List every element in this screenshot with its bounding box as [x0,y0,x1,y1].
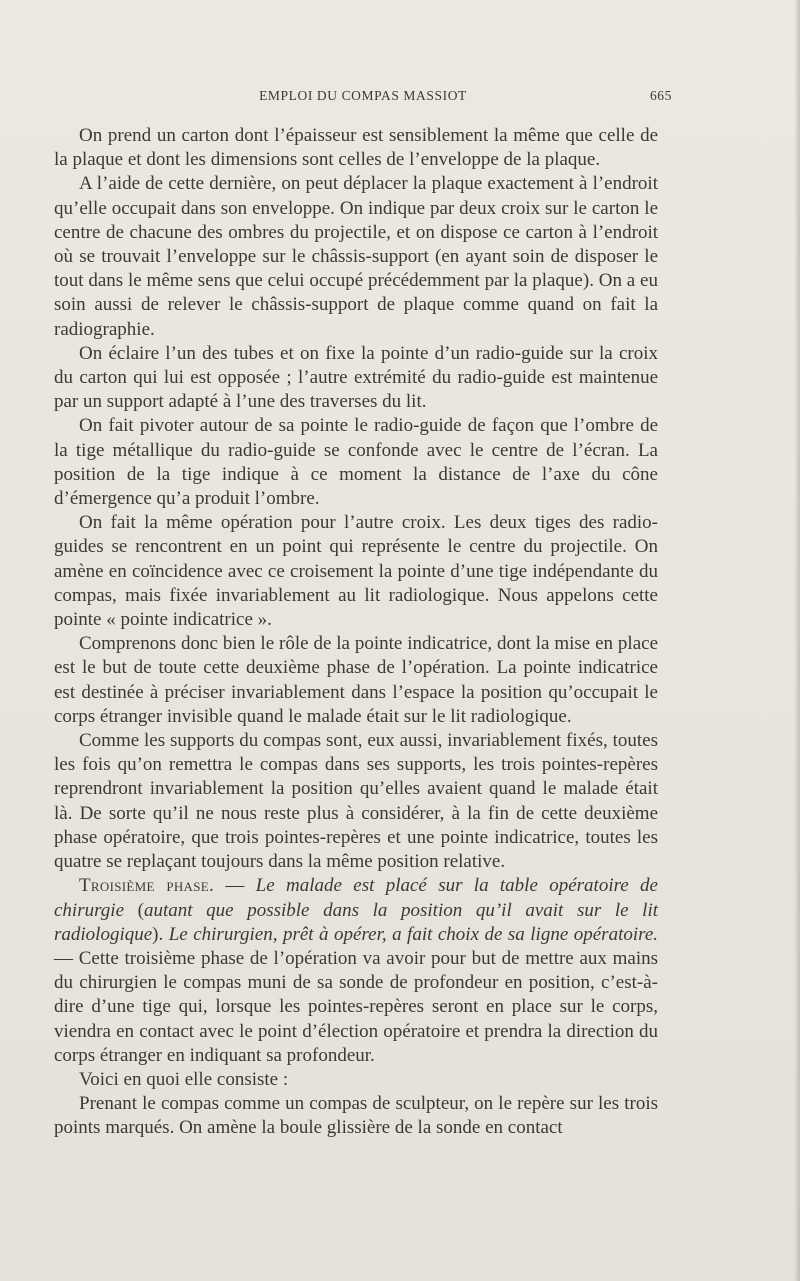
paren-close: ). [152,923,169,945]
paragraph-2: A l’aide de cette dernière, on peut déplacer la plaque exactement à l’endroit qu’elle occupait dans son enveloppe. On indique par deux croix sur le carton le centre de chacune des ombres du projectile, et on dispose ce carton à l’endroit où se trouvait l’enveloppe sur le châssis-support (en ayant soin de disposer le tout dans le même sens que celui occupé précédemment par la plaque). On a eu soin aussi de relever le châssis-support de plaque comme quand on fait la radiographie. [54,173,658,340]
dash: — [214,875,256,897]
page-edge-shadow [794,0,800,1281]
paragraph-3: On éclaire l’un des tubes et on fixe la pointe d’un radio-guide sur la croix du carton qui lui est opposée ; l’autre extrémité du radio-guide est maintenue par un support adapté à l’une des traverses du lit. [54,342,658,413]
italic-statement-3: Le chirurgien, prêt à opérer, a fait choix de sa ligne opératoire. [168,923,659,945]
paragraph-8 [54,874,658,1068]
page-number: 665 [649,88,672,103]
italic-statement-1: Le malade est placé sur la table opératoire de chirurgie [54,875,658,921]
paragraph-9: Voici en quoi elle consiste : [79,1068,289,1090]
paragraph-4: On fait pivoter autour de sa pointe le radio-guide de façon que l’ombre de la tige métallique du radio-guide se confonde avec le centre de l’écran. La position de la tige indique à ce moment la distance de l’axe du cône d’émergence qu’a produit l’ombre. [54,415,658,510]
paragraph-7: Comme les supports du compas sont, eux aussi, invariablement fixés, toutes les fois qu’on remettra le compas dans ses supports, les trois pointes-repères reprendront invariablement la position qu’elles avaient quand le malade était là. De sorte qu’il ne nous reste plus à considérer, à la fin de cette deuxième phase opératoire, que trois pointes-repères et une pointe indicatrice, toutes les quatre se replaçant toujours dans la même position relative. [54,730,658,873]
paragraph-5: On fait la même opération pour l’autre croix. Les deux tiges des radio-guides se rencontrent en un point qui représente le centre du projectile. On amène en coïncidence avec ce croisement la pointe d’une tige indépendante du compas, mais fixée invariablement au lit radiologique. Nous appelons cette pointe « pointe indicatrice ». [54,512,658,631]
paragraph-10: Prenant le compas comme un compas de sculpteur, on le repère sur les trois points marqués. On amène la boule glissière de la sonde en contact [54,1093,658,1139]
body-text [54,124,658,1141]
paragraph-8-rest: — Cette troisième phase de l’opération va avoir pour but de mettre aux mains du chirurgien le compas muni de sa sonde de profondeur en position, c’est-à-dire d’une tige qui, lorsque les pointes-repères seront en place sur le corps, viendra en contact avec le point d’élection opératoire et prendra la direction du corps étranger en indiquant sa profondeur. [54,947,658,1066]
italic-statement-2: autant que possible dans la position qu’il avait sur le lit radiologique [54,899,659,945]
running-header [54,88,672,110]
paragraph-6: Comprenons donc bien le rôle de la pointe indicatrice, dont la mise en place est le but de toute cette deuxième phase de l’opération. La pointe indicatrice est destinée à préciser invariablement dans l’espace la position qu’occupait le corps étranger invisible quand le malade était sur le lit radiologique. [54,633,658,727]
paragraph-1: On prend un carton dont l’épaisseur est sensiblement la même que celle de la plaque et dont les dimensions sont celles de l’enveloppe de la plaque. [54,125,658,171]
paren-open: ( [124,899,144,921]
section-lead: Troisième phase. [79,875,215,897]
running-title: EMPLOI DU COMPAS MASSIOT [259,88,467,103]
